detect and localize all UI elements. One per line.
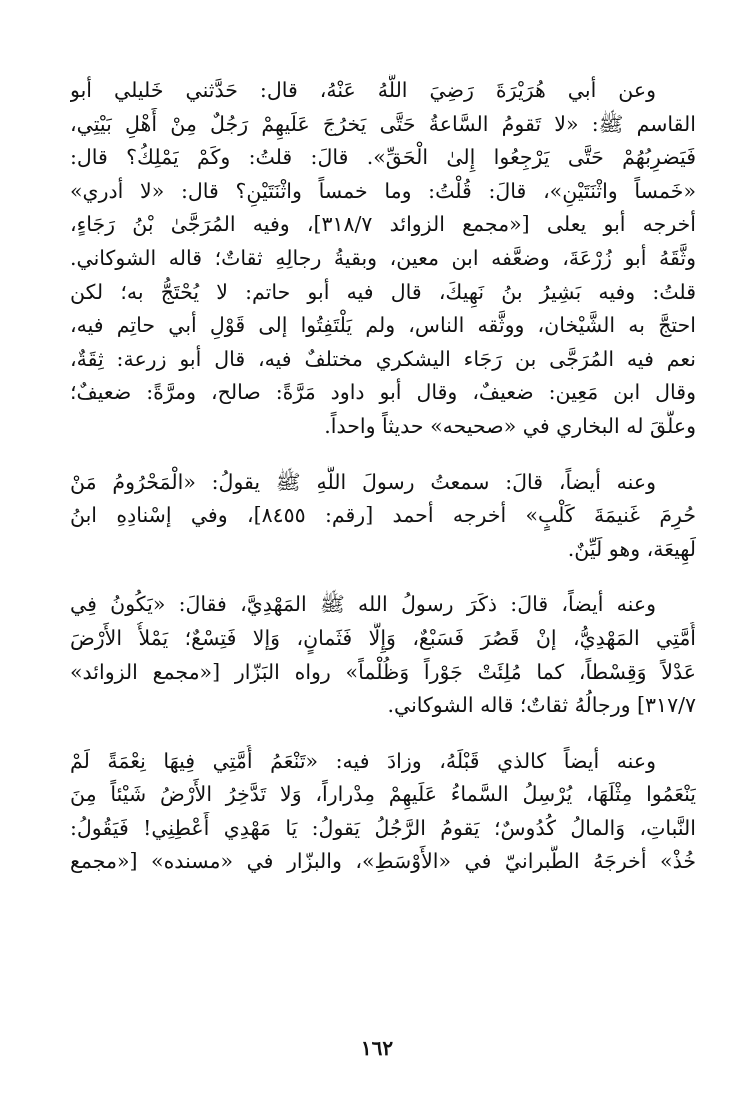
text-line: أخرجه أبو يعلى [«مجمع الزوائد ٣١٨/٧]، وفيه المُرَجَّىٰ بْنُ رَجَاءٍ، xyxy=(70,212,696,237)
text-line: وعنه أيضاً كالذي قَبْلَهُ، وزادَ فيه: «تَنْعَمُ أُمَّتِي فِيهَا نِعْمَةً لَمْ xyxy=(70,748,656,773)
page-text xyxy=(70,74,696,901)
text-line: لَهِيعَة، وهو لَيِّنٌ. xyxy=(567,536,696,561)
paragraph-3 xyxy=(70,588,696,722)
text-line: ٣١٧/٧] ورجالُهُ ثقاتٌ؛ قاله الشوكاني. xyxy=(387,693,696,718)
text-line: وعنه أيضاً، قالَ: سمعتُ رسولَ اللَّهِ ﷺ يقولُ: «الْمَحْرُومُ مَنْ xyxy=(70,469,656,494)
text-line: عَدْلاً وَقِسْطاً، كما مُلِئَتْ جَوْراً وَظُلْماً» رواه البَزّار [«مجمع الزوائد» xyxy=(70,659,696,684)
text-line: احتجَّ به الشَّيْخان، ووثَّقه الناس، ولم يَلْتَفِتُوا إلى قَوْلِ أبي حاتِم فيه، xyxy=(70,313,696,338)
text-line: نعم فيه المُرَجَّى بن رَجَاء اليشكري مختلفٌ فيه، قال أبو زرعة: ثِقَةٌ، xyxy=(70,346,696,371)
text-line: يَنْعَمُوا مِثْلَهَا، يُرْسِلُ السَّماءُ عَلَيهِمْ مِدْراراً، وَلا تَدَّخِرُ الأَرْضُ شَيْئاً مِنَ xyxy=(70,782,696,807)
text-line: «خَمساً واثْنَتَيْنِ»، قالَ: قُلْتُ: وما خمساً واثْنَتَيْنِ؟ قال: «لا أدري» xyxy=(70,178,696,203)
paragraph-4 xyxy=(70,745,696,879)
text-line: القاسم ﷺ: «لا تَقومُ السَّاعةُ حَتَّى يَخرُجَ عَلَيهِمْ رَجُلٌ مِنْ أَهْلِ بَيْتِي، xyxy=(70,111,696,136)
text-line: أُمَّتِي المَهْدِيُّ، إنْ قَصُرَ فَسَبْعٌ، وَإِلَّا فَثَمانٍ، وَإلا فَتِسْعٌ؛ يَمْلأُ الأَرْضَ xyxy=(70,625,696,650)
text-line: وعن أبي هُرَيْرَةَ رَضِيَ اللَّهُ عَنْهُ، قال: حَدَّثني خَليلي أبو xyxy=(70,78,656,102)
text-line: فَيَضرِبُهُمْ حَتَّى يَرْجِعُوا إِلىٰ الْحَقِّ». قالَ: قلتُ: وكَمْ يَمْلِكُ؟ قال: xyxy=(70,145,696,170)
text-line: وعلَّقَ له البخاري في «صحيحه» حديثاً واحداً. xyxy=(324,413,696,438)
page-number: ١٦٢ xyxy=(360,1036,394,1060)
text-line: قلتُ: وفيه بَشِيرُ بنُ نَهِيكَ، قال فيه أبو حاتم: لا يُحْتَجُّ به؛ لكن xyxy=(70,279,696,304)
text-line: خُذْ» أخرجَهُ الطَّبرانيّ في «الأَوْسَطِ»، والبزّار في «مسنده» [«مجمع xyxy=(70,849,696,874)
paragraph-1 xyxy=(70,74,696,444)
text-line: وقال ابن مَعِين: ضعيفٌ، وقال أبو داود مَرَّةً: صالح، ومرَّةً: ضعيفٌ؛ xyxy=(70,380,696,405)
text-line: النَّباتِ، وَالمالُ كُدُوسٌ؛ يَقومُ الرَّجُلُ يَقولُ: يَا مَهْدِي أَعْطِنِي! فَيَقُولُ: xyxy=(70,815,696,840)
text-line: حُرِمَ غَنيمَةَ كَلْبٍ» أخرجه أحمد [رقم: ٨٤٥٥]، وفي إسْنادِهِ ابنُ xyxy=(70,503,696,528)
paragraph-2 xyxy=(70,466,696,567)
text-line: وثَّقَهُ أبو زُرْعَةَ، وضعَّفه ابن معين، وبقيةُ رجالِهِ ثقاتٌ؛ قاله الشوكاني. xyxy=(70,245,696,270)
text-line: وعنه أيضاً، قالَ: ذكَرَ رسولُ الله ﷺ المَهْدِيَّ، فقالَ: «يَكُونُ فِي xyxy=(70,592,656,617)
